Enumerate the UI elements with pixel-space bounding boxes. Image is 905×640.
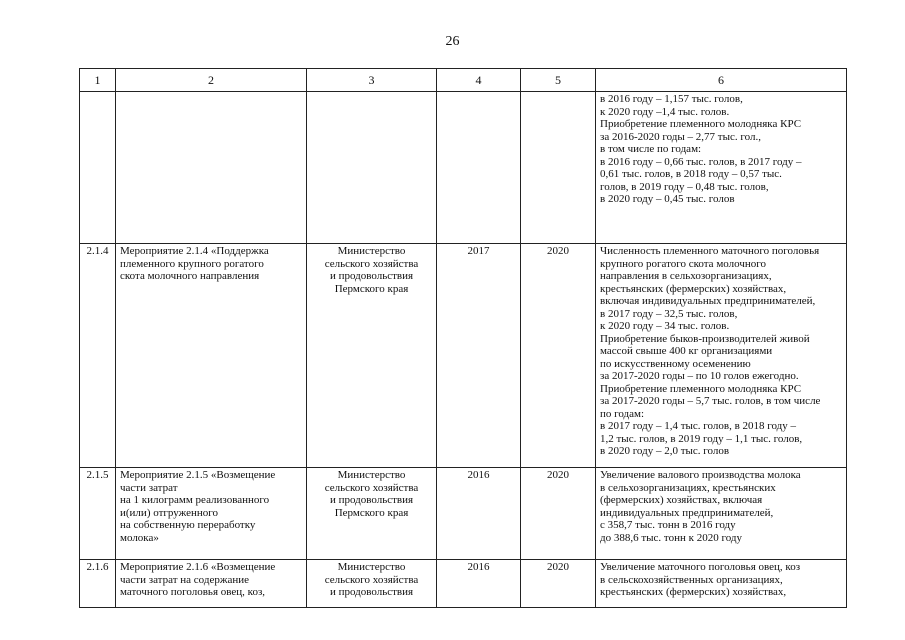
end-year: 2020: [521, 468, 596, 560]
executor-line: Министерство: [337, 245, 406, 257]
header-col-2: 2: [116, 69, 307, 92]
executor-cell: [307, 244, 437, 468]
end-year: 2020: [521, 244, 596, 468]
indicator-line: до 388,6 тыс. тонн к 2020 году: [600, 531, 742, 544]
indicator-line: направления в сельхозорганизациях,: [600, 270, 772, 282]
indicator-line: Приобретение быков-производителей живой: [600, 332, 810, 345]
measure-name-line: на 1 килограмм реализованного: [120, 494, 270, 506]
start-year: 2017: [437, 244, 521, 468]
executor-cell: [307, 560, 437, 608]
indicator-line: в 2017 году – 1,4 тыс. голов, в 2018 году –: [600, 420, 797, 432]
continuation-num-cell: [80, 92, 116, 244]
table-row-2-1-6: [80, 560, 847, 608]
indicator-line: включая индивидуальных предпринимателей,: [600, 295, 816, 307]
continuation-executor-cell: [307, 92, 437, 244]
indicator-line: Приобретение племенного молодняка КРС: [600, 382, 802, 395]
measure-name-cell: [116, 468, 307, 560]
executor-line: Министерство: [337, 561, 406, 573]
indicator-line: Увеличение валового производства молока: [600, 469, 801, 481]
indicators-cell: [596, 560, 847, 608]
measure-name-line: маточного поголовья овец, коз,: [120, 586, 266, 598]
indicator-line: массой свыше 400 кг организациями: [600, 345, 773, 357]
header-col-4: 4: [437, 69, 521, 92]
indicator-line: Приобретение племенного молодняка КРС: [600, 118, 802, 130]
indicator-line: крестьянских (фермерских) хозяйствах,: [600, 282, 787, 295]
executor-line: Министерство: [337, 469, 406, 481]
indicator-line: в сельскохозяйственных организациях,: [600, 573, 783, 586]
indicator-line: в 2020 году – 0,45 тыс. голов: [600, 193, 735, 205]
start-year: 2016: [437, 468, 521, 560]
indicator-line: к 2020 году –1,4 тыс. голов.: [600, 105, 730, 118]
header-col-5: 5: [521, 69, 596, 92]
executor-line: Пермского края: [334, 506, 409, 519]
row-number: 2.1.6: [80, 560, 116, 608]
indicator-line: за 2016-2020 годы – 2,77 тыс. гол.,: [600, 130, 761, 143]
continuation-indicators-cell: [596, 92, 847, 244]
indicator-line: Численность племенного маточного поголовья: [600, 245, 820, 257]
indicator-line: в сельхозорганизациях, крестьянских: [600, 481, 776, 494]
table-row-2-1-4: [80, 244, 847, 468]
indicator-line: Увеличение маточного поголовья овец, коз: [600, 561, 801, 573]
indicator-line: по искусственному осеменению: [600, 357, 751, 370]
header-col-3: 3: [307, 69, 437, 92]
measure-name-line: части затрат на содержание: [120, 573, 249, 586]
table-row-2-1-5: [80, 468, 847, 560]
continuation-name-cell: [116, 92, 307, 244]
indicator-line: за 2017-2020 годы – по 10 голов ежегодно.: [600, 370, 799, 382]
measure-name-line: на собственную переработку: [120, 519, 256, 531]
start-year: 2016: [437, 560, 521, 608]
indicator-line: к 2020 году – 34 тыс. голов.: [600, 320, 730, 332]
executor-line: сельского хозяйства: [324, 481, 419, 494]
measure-name-line: племенного крупного рогатого: [120, 257, 264, 270]
measure-name-line: части затрат: [120, 481, 178, 494]
header-row: [80, 69, 847, 92]
program-table: [79, 68, 847, 608]
header-col-1: 1: [80, 69, 116, 92]
indicator-line: за 2017-2020 годы – 5,7 тыс. голов, в том числе: [600, 395, 821, 407]
table-row-continuation: [80, 92, 847, 244]
executor-line: Пермского края: [334, 282, 409, 295]
measure-name-line: и(или) отгруженного: [120, 506, 218, 519]
executor-line: сельского хозяйства: [324, 573, 419, 586]
indicator-line: крупного рогатого скота молочного: [600, 257, 766, 270]
indicator-line: с 358,7 тыс. тонн в 2016 году: [600, 519, 736, 531]
measure-name-line: Мероприятие 2.1.5 «Возмещение: [120, 469, 276, 481]
indicator-line: 1,2 тыс. голов, в 2019 году – 1,1 тыс. голов,: [600, 432, 803, 445]
page-number: 26: [445, 34, 460, 49]
end-year: 2020: [521, 560, 596, 608]
continuation-end-cell: [521, 92, 596, 244]
measure-name-cell: [116, 560, 307, 608]
indicator-line: в 2016 году – 1,157 тыс. голов,: [600, 93, 743, 105]
measure-name-line: молока»: [120, 531, 159, 544]
indicator-line: в том числе по годам:: [600, 143, 702, 155]
indicator-line: 0,61 тыс. голов, в 2018 году – 0,57 тыс.: [600, 168, 782, 180]
row-number: 2.1.4: [80, 244, 116, 468]
indicators-cell: [596, 244, 847, 468]
executor-line: и продовольствия: [329, 270, 414, 282]
row-number: 2.1.5: [80, 468, 116, 560]
indicator-line: крестьянских (фермерских) хозяйствах,: [600, 586, 787, 598]
executor-line: и продовольствия: [329, 586, 414, 598]
header-col-6: 6: [596, 69, 847, 92]
indicator-line: в 2016 году – 0,66 тыс. голов, в 2017 году –: [600, 155, 802, 168]
executor-line: и продовольствия: [329, 494, 414, 506]
indicator-line: голов, в 2019 году – 0,48 тыс. голов,: [600, 180, 769, 193]
continuation-start-cell: [437, 92, 521, 244]
executor-cell: [307, 468, 437, 560]
measure-name-line: Мероприятие 2.1.4 «Поддержка: [120, 245, 269, 257]
indicator-line: в 2020 году – 2,0 тыс. голов: [600, 445, 730, 457]
measure-name-cell: [116, 244, 307, 468]
indicator-line: в 2017 году – 32,5 тыс. голов,: [600, 307, 738, 320]
indicator-line: (фермерских) хозяйствах, включая: [600, 494, 763, 506]
indicator-line: по годам:: [600, 407, 645, 420]
measure-name-line: Мероприятие 2.1.6 «Возмещение: [120, 561, 276, 573]
executor-line: сельского хозяйства: [324, 257, 419, 270]
indicators-cell: [596, 468, 847, 560]
indicator-line: индивидуальных предпринимателей,: [600, 506, 774, 519]
measure-name-line: скота молочного направления: [120, 270, 260, 282]
